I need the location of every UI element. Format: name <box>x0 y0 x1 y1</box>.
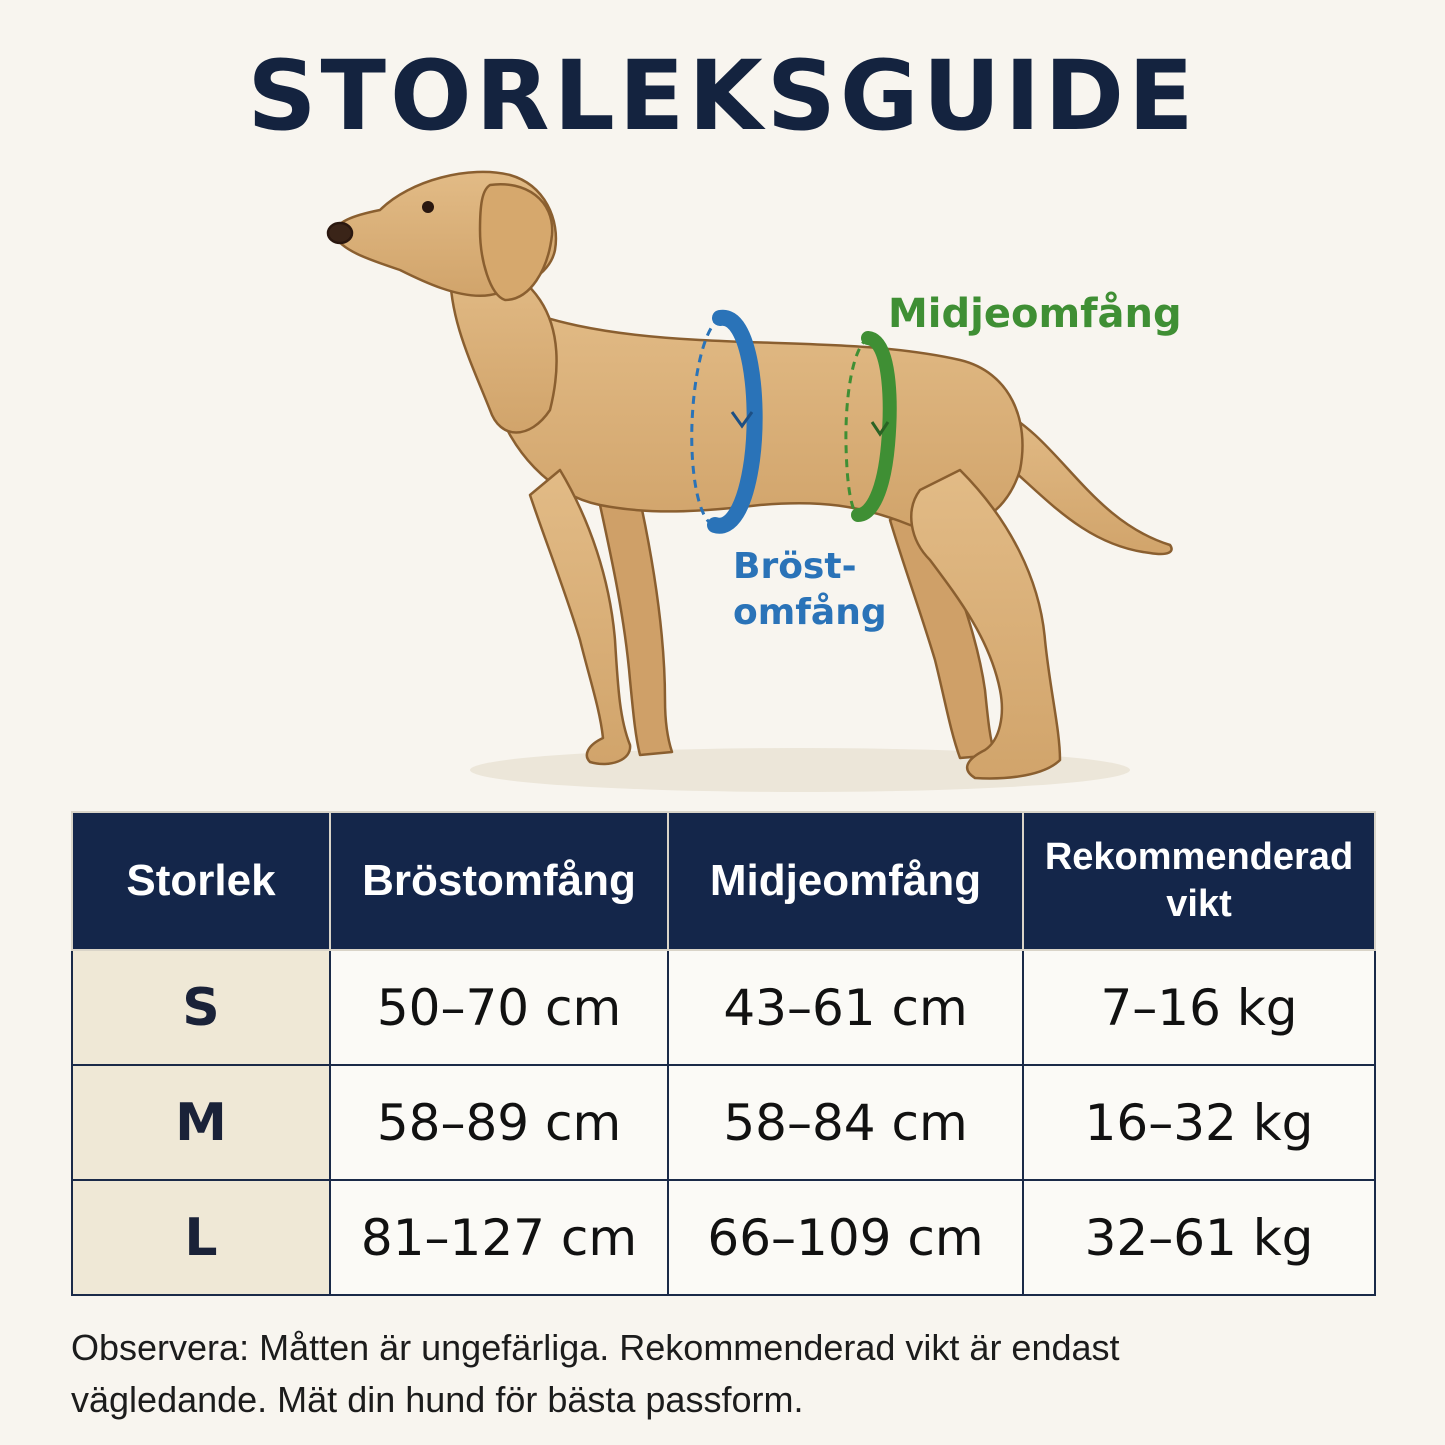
note-line-2: vägledande. Mät din hund för bästa passform. <box>71 1379 804 1420</box>
header-weight-line2: vikt <box>1166 883 1232 925</box>
chest-label-line1: Bröst- <box>733 546 857 587</box>
size-cell: L <box>72 1180 330 1295</box>
page-title: STORLEKSGUIDE <box>247 40 1198 152</box>
note-line-1: Observera: Måtten är ungefärliga. Rekommenderad vikt är endast <box>71 1327 1120 1368</box>
size-cell: M <box>72 1065 330 1180</box>
table-header-row <box>72 812 1375 950</box>
size-cell: S <box>72 950 330 1065</box>
table-row <box>72 1065 1375 1180</box>
disclaimer-note <box>71 1322 1371 1426</box>
table-row <box>72 1180 1375 1295</box>
size-table <box>71 811 1376 1296</box>
header-size: Storlek <box>72 812 330 950</box>
header-weight-line1: Rekommenderad <box>1044 835 1354 878</box>
weight-cell: 32–61 kg <box>1023 1180 1375 1295</box>
waist-cell: 66–109 cm <box>668 1180 1023 1295</box>
waist-cell: 43–61 cm <box>668 950 1023 1065</box>
table-row <box>72 950 1375 1065</box>
chest-cell: 81–127 cm <box>330 1180 668 1295</box>
header-chest: Bröstomfång <box>330 812 668 950</box>
chest-cell: 58–89 cm <box>330 1065 668 1180</box>
waist-cell: 58–84 cm <box>668 1065 1023 1180</box>
chest-cell: 50–70 cm <box>330 950 668 1065</box>
chest-label-line2: omfång <box>733 592 887 633</box>
weight-cell: 7–16 kg <box>1023 950 1375 1065</box>
dog-measurement-diagram <box>0 150 1445 810</box>
weight-cell: 16–32 kg <box>1023 1065 1375 1180</box>
waist-label: Midjeomfång <box>888 291 1182 337</box>
header-weight <box>1023 812 1375 950</box>
header-waist: Midjeomfång <box>668 812 1023 950</box>
